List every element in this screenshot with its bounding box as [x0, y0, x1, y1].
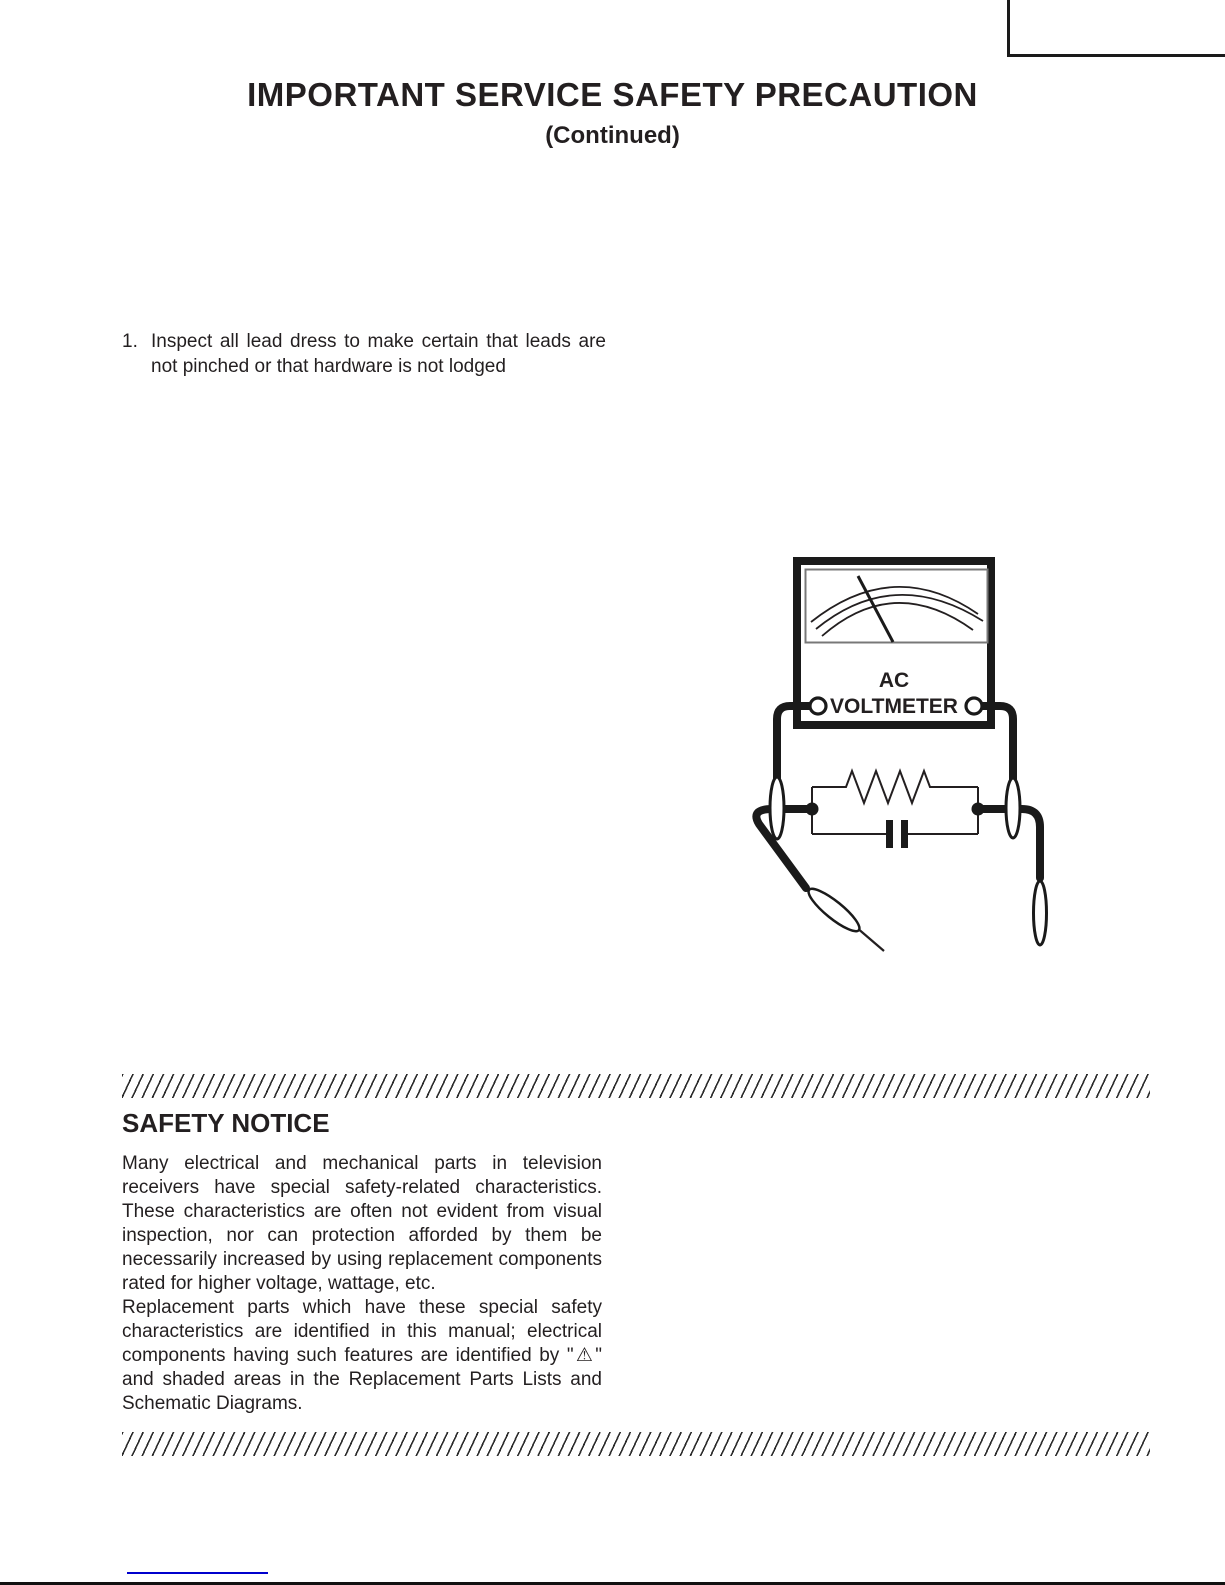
notice-line: Schematic Diagrams. [122, 1393, 303, 1414]
device-label-ac: AC [878, 669, 910, 692]
corner-bracket-vertical [1007, 0, 1010, 57]
footer-link-underline[interactable] [127, 1572, 268, 1574]
device-label-voltmeter: VOLTMETER [830, 695, 958, 718]
instruction-line: Inspect all lead dress to make certain that leads are [151, 331, 606, 352]
plug-left [770, 777, 784, 839]
page-header [0, 76, 1225, 150]
instruction-line: not pinched or that hardware is not lodged [151, 356, 506, 377]
ac-voltmeter-diagram [720, 535, 1065, 965]
notice-line: inspection, nor can protection afforded by them be [122, 1225, 602, 1246]
instruction-text [151, 329, 606, 379]
junction-dot-left [806, 803, 819, 816]
safety-notice-body [122, 1152, 602, 1416]
notice-line: characteristics are identified in this manual; electrical [122, 1321, 602, 1342]
hatched-divider-top [122, 1074, 1150, 1098]
resistor-symbol [812, 771, 978, 803]
hatched-divider-bottom [122, 1432, 1150, 1456]
test-leads [756, 706, 1040, 888]
probe-tip-left [856, 927, 884, 951]
probe-left-handle [804, 883, 864, 936]
plug-right [1006, 778, 1020, 838]
page-subtitle: (Continued) [545, 122, 680, 149]
notice-line: These characteristics are often not evident from visual [122, 1201, 602, 1222]
terminal-left [810, 698, 826, 714]
corner-bracket-horizontal [1007, 54, 1225, 57]
junction-dot-right [972, 803, 985, 816]
notice-line: necessarily increased by using replacement components [122, 1249, 602, 1270]
page-title: IMPORTANT SERVICE SAFETY PRECAUTION [247, 76, 978, 113]
notice-line: and shaded areas in the Replacement Parts Lists and [122, 1369, 602, 1390]
notice-line: receivers have special safety-related characteristics. [122, 1177, 602, 1198]
notice-line: Replacement parts which have these special safety [122, 1297, 602, 1318]
safety-notice-heading: SAFETY NOTICE [122, 1108, 330, 1138]
probe-right [1034, 881, 1047, 945]
instruction-number: 1. [122, 331, 138, 352]
rc-network [812, 771, 978, 834]
instruction-item-1 [122, 329, 612, 379]
capacitor-symbol [886, 820, 908, 848]
notice-line: Many electrical and mechanical parts in television [122, 1153, 602, 1174]
notice-line: rated for higher voltage, wattage, etc. [122, 1273, 436, 1294]
notice-line: components having such features are identified by "⚠" [122, 1345, 602, 1366]
terminal-right [966, 698, 982, 714]
